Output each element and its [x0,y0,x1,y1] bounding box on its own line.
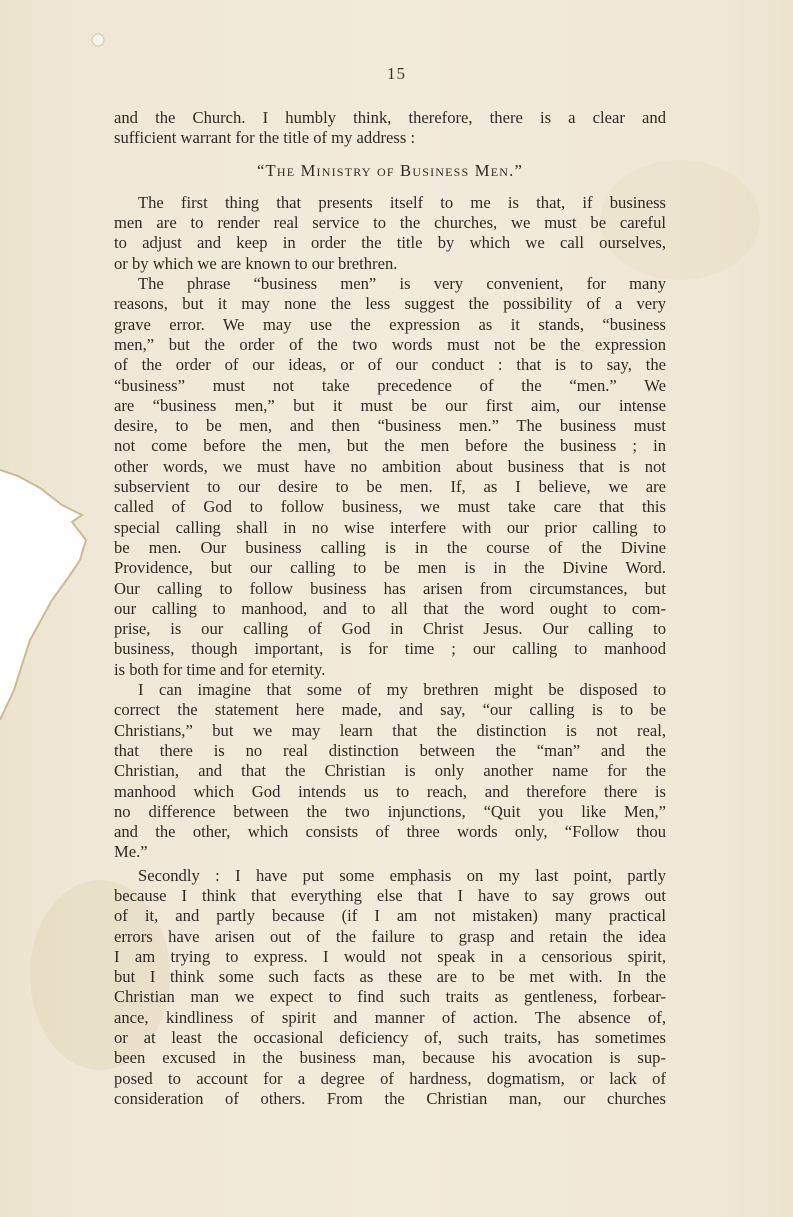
text-line: subservient to our desire to be men. If, as I believe, we are [114,477,666,497]
text-line: not come before the men, but the men before the business ; in [114,436,666,456]
text-line: ance, kindliness of spirit and manner of action. The absence of, [114,1007,666,1027]
text-line: The phrase “business men” is very convenient, for many [138,274,666,294]
page-number: 15 [387,64,406,83]
text-line: or by which we are known to our brethren. [114,253,398,273]
text-line: are “business men,” but it must be our first aim, our intense [114,395,666,415]
text-line: Providence, but our calling to be men is in the Divine Word. [114,558,666,578]
text-line: men,” but the order of the two words must not be the expression [114,334,666,354]
text-line: that there is no real distinction between the “man” and the [114,740,666,760]
text-line: reasons, but it may none the less suggest the possibility of a very [114,294,666,314]
text-line: is both for time and for eternity. [114,659,326,679]
text-line: called of God to follow business, we must take care that this [114,497,666,517]
text-line: errors have arisen out of the failure to grasp and retain the idea [114,926,666,946]
text-line: Christian, and that the Christian is only another name for the [114,761,666,781]
text-line: “business” must not take precedence of the “men.” We [114,375,666,395]
text-line: because I think that everything else that I have to say grows out [114,885,666,905]
text-line: Secondly : I have put some emphasis on my last point, partly [138,865,666,885]
text-line: Me.” [114,842,148,862]
text-line: be men. Our business calling is in the course of the Divine [114,537,666,557]
text-line: correct the statement here made, and say, “our calling is to be [114,700,666,720]
text-line: business, though important, is for time ; our calling to manhood [114,639,666,659]
text-line: desire, to be men, and then “business men.” The business must [114,416,666,436]
text-line: Christian man we expect to find such traits as gentleness, forbear- [114,987,666,1007]
text-line: other words, we must have no ambition about business that is not [114,456,666,476]
text-line: Christians,” but we may learn that the distinction is not real, [114,720,666,740]
text-line: consideration of others. From the Christian man, our churches [114,1088,666,1108]
text-line: to adjust and keep in order the title by which we call ourselves, [114,233,666,253]
text-line: grave error. We may use the expression as it stands, “business [114,314,666,334]
text-line: of the order of our ideas, or of our conduct : that is to say, the [114,355,666,375]
text-line: our calling to manhood, and to all that the word ought to com- [114,598,666,618]
text-line: been excused in the business man, because his avocation is sup- [114,1048,666,1068]
text-line: no difference between the two injunctions, “Quit you like Men,” [114,801,666,821]
text-line: sufficient warrant for the title of my address : [114,128,416,148]
text-line: posed to account for a degree of hardness, dogmatism, or lack of [114,1068,666,1088]
text-line: Our calling to follow business has arisen from circumstances, but [114,578,666,598]
text-line: manhood which God intends us to reach, and therefore there is [114,781,666,801]
text-line: but I think some such facts as these are to be met with. In the [114,967,666,987]
text-line: and the other, which consists of three words only, “Follow thou [114,822,666,842]
text-line: The first thing that presents itself to me is that, if business [138,192,666,212]
text-line: special calling shall in no wise interfere with our prior calling to [114,517,666,537]
text-line: or at least the occasional deficiency of, such traits, has sometimes [114,1028,666,1048]
text-line: of it, and partly because (if I am not mistaken) many practical [114,906,666,926]
text-line: men are to render real service to the churches, we must be careful [114,213,666,233]
text-line: I am trying to express. I would not speak in a censorious spirit, [114,946,666,966]
text-line: I can imagine that some of my brethren might be disposed to [138,680,666,700]
body-text [114,108,666,1109]
text-line: and the Church. I humbly think, therefore, there is a clear and [114,108,666,127]
section-heading: “The Ministry of Business Men.” [256,160,524,180]
text-line: prise, is our calling of God in Christ Jesus. Our calling to [114,619,666,639]
